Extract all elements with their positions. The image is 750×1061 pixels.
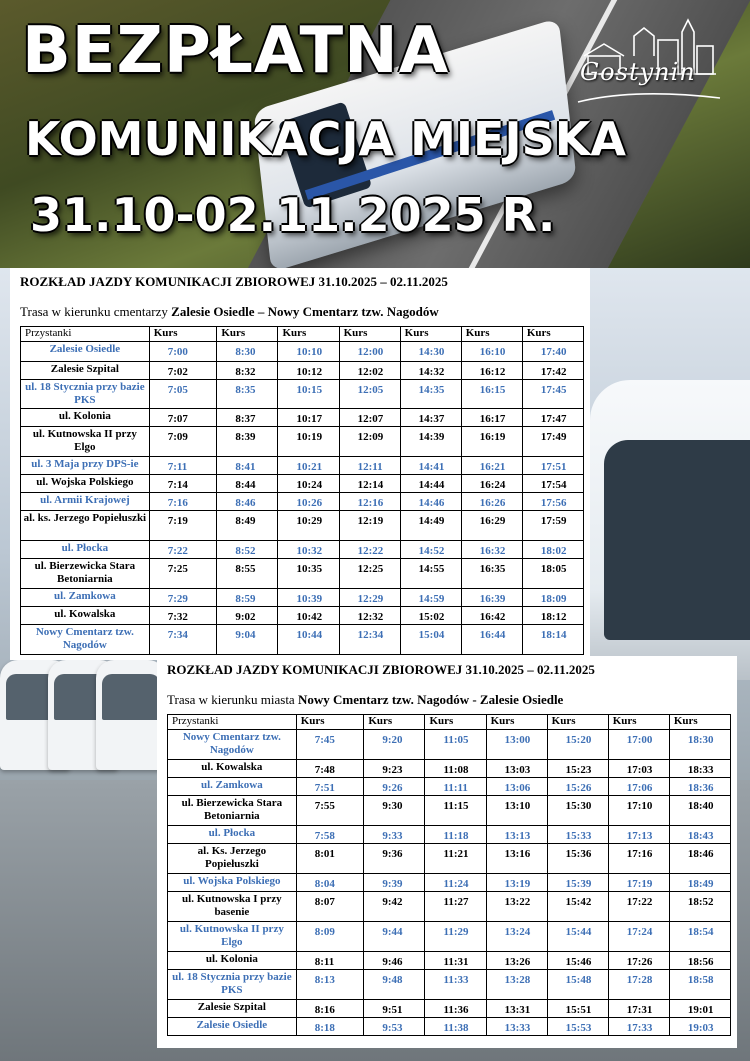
table-row: [168, 970, 731, 1000]
departure-time: 7:02: [149, 362, 217, 380]
stop-name: ul. Zamkowa: [21, 589, 150, 607]
table-row: [168, 922, 731, 952]
departure-time: 7:25: [149, 559, 217, 589]
timetable-to-town: [157, 656, 737, 1048]
departure-time: 12:19: [339, 511, 400, 541]
stop-name: ul. Kowalska: [168, 760, 297, 778]
departure-time: 13:28: [486, 970, 547, 1000]
departure-time: 17:03: [608, 760, 669, 778]
departure-time: 16:24: [461, 475, 522, 493]
departure-time: 8:32: [217, 362, 278, 380]
table-row: [168, 778, 731, 796]
route-prefix: Trasa w kierunku miasta: [167, 692, 298, 707]
departure-time: 15:26: [547, 778, 608, 796]
departure-time: 11:08: [425, 760, 486, 778]
departure-time: 18:12: [522, 607, 583, 625]
column-header-course: Kurs: [547, 715, 608, 730]
departure-time: 18:54: [669, 922, 730, 952]
departure-time: 17:45: [522, 380, 583, 409]
departure-time: 11:21: [425, 844, 486, 874]
departure-time: 15:33: [547, 826, 608, 844]
route-name: Zalesie Osiedle – Nowy Cmentarz tzw. Nagodów: [171, 304, 439, 319]
column-header-course: Kurs: [364, 715, 425, 730]
column-header-course: Kurs: [149, 327, 217, 342]
stop-name: ul. Kutnowska II przy Elgo: [168, 922, 297, 952]
bus-front: [590, 380, 750, 680]
departure-time: 12:14: [339, 475, 400, 493]
departure-time: 14:59: [400, 589, 461, 607]
stop-name: ul. Bierzewicka Stara Betoniarnia: [21, 559, 150, 589]
departure-time: 18:56: [669, 952, 730, 970]
departure-time: 17:06: [608, 778, 669, 796]
departure-time: 13:03: [486, 760, 547, 778]
departure-time: 7:48: [296, 760, 364, 778]
departure-time: 17:59: [522, 511, 583, 541]
departure-time: 11:18: [425, 826, 486, 844]
column-header-course: Kurs: [608, 715, 669, 730]
departure-time: 13:10: [486, 796, 547, 826]
stop-name: Zalesie Osiedle: [21, 342, 150, 362]
departure-time: 7:34: [149, 625, 217, 655]
departure-time: 16:12: [461, 362, 522, 380]
stop-name: ul. Kolonia: [168, 952, 297, 970]
departure-time: 10:19: [278, 427, 339, 457]
departure-time: 7:00: [149, 342, 217, 362]
table-row: [168, 826, 731, 844]
departure-time: 15:39: [547, 874, 608, 892]
headline-free: BEZPŁATNA: [22, 14, 450, 88]
stop-name: ul. 3 Maja przy DPS-ie: [21, 457, 150, 475]
departure-time: 8:37: [217, 409, 278, 427]
departure-time: 7:11: [149, 457, 217, 475]
departure-time: 9:48: [364, 970, 425, 1000]
departure-time: 12:29: [339, 589, 400, 607]
departure-time: 12:05: [339, 380, 400, 409]
departure-time: 7:05: [149, 380, 217, 409]
departure-time: 7:51: [296, 778, 364, 796]
departure-time: 7:09: [149, 427, 217, 457]
departure-time: 18:30: [669, 730, 730, 760]
stop-name: Zalesie Szpital: [21, 362, 150, 380]
departure-time: 8:52: [217, 541, 278, 559]
departure-time: 9:46: [364, 952, 425, 970]
departure-time: 8:59: [217, 589, 278, 607]
departure-time: 19:01: [669, 1000, 730, 1018]
departure-time: 7:29: [149, 589, 217, 607]
stop-name: ul. Kutnowska I przy basenie: [168, 892, 297, 922]
table-row: [21, 493, 584, 511]
departure-time: 9:33: [364, 826, 425, 844]
timetable-to-cemetery: [10, 268, 590, 660]
departure-time: 10:10: [278, 342, 339, 362]
departure-time: 16:44: [461, 625, 522, 655]
column-header-course: Kurs: [461, 327, 522, 342]
departure-time: 9:02: [217, 607, 278, 625]
stop-name: Zalesie Szpital: [168, 1000, 297, 1018]
stop-name: al. ks. Jerzego Popiełuszki: [21, 511, 150, 541]
table-row: [168, 760, 731, 778]
departure-time: 14:32: [400, 362, 461, 380]
table-row: [21, 380, 584, 409]
stop-name: Zalesie Osiedle: [168, 1018, 297, 1036]
departure-time: 9:04: [217, 625, 278, 655]
departure-time: 10:12: [278, 362, 339, 380]
departure-time: 12:07: [339, 409, 400, 427]
departure-time: 8:11: [296, 952, 364, 970]
departure-time: 18:05: [522, 559, 583, 589]
table-row: [168, 1018, 731, 1036]
departure-time: 14:39: [400, 427, 461, 457]
stop-name: ul. Wojska Polskiego: [21, 475, 150, 493]
departure-time: 15:20: [547, 730, 608, 760]
departure-time: 18:33: [669, 760, 730, 778]
departure-time: 14:49: [400, 511, 461, 541]
departure-time: 14:55: [400, 559, 461, 589]
departure-time: 12:25: [339, 559, 400, 589]
departure-time: 8:49: [217, 511, 278, 541]
table-row: [168, 1000, 731, 1018]
departure-time: 16:42: [461, 607, 522, 625]
table-row: [21, 541, 584, 559]
departure-time: 7:16: [149, 493, 217, 511]
departure-time: 16:19: [461, 427, 522, 457]
table-row: [21, 457, 584, 475]
departure-time: 15:23: [547, 760, 608, 778]
departure-time: 17:54: [522, 475, 583, 493]
departure-time: 15:04: [400, 625, 461, 655]
departure-time: 17:24: [608, 922, 669, 952]
table-row: [21, 475, 584, 493]
column-header-course: Kurs: [296, 715, 364, 730]
departure-time: 8:30: [217, 342, 278, 362]
departure-time: 9:53: [364, 1018, 425, 1036]
table-row: [21, 409, 584, 427]
departure-time: 11:36: [425, 1000, 486, 1018]
table-row: [21, 625, 584, 655]
departure-time: 14:46: [400, 493, 461, 511]
departure-time: 15:46: [547, 952, 608, 970]
departure-time: 12:09: [339, 427, 400, 457]
departure-time: 15:36: [547, 844, 608, 874]
stop-name: al. Ks. Jerzego Popiełuszki: [168, 844, 297, 874]
departure-time: 13:33: [486, 1018, 547, 1036]
departure-time: 16:35: [461, 559, 522, 589]
departure-time: 14:41: [400, 457, 461, 475]
departure-time: 10:15: [278, 380, 339, 409]
table-row: [21, 607, 584, 625]
departure-time: 15:44: [547, 922, 608, 952]
stop-name: Nowy Cmentarz tzw. Nagodów: [21, 625, 150, 655]
departure-time: 8:09: [296, 922, 364, 952]
departure-time: 9:44: [364, 922, 425, 952]
column-header-course: Kurs: [669, 715, 730, 730]
departure-time: 8:13: [296, 970, 364, 1000]
departure-time: 10:44: [278, 625, 339, 655]
departure-time: 18:52: [669, 892, 730, 922]
column-header-stops: Przystanki: [168, 715, 297, 730]
departure-time: 9:51: [364, 1000, 425, 1018]
departure-time: 10:35: [278, 559, 339, 589]
departure-time: 13:24: [486, 922, 547, 952]
stop-name: ul. Płocka: [168, 826, 297, 844]
stop-name: ul. 18 Stycznia przy bazie PKS: [21, 380, 150, 409]
departure-time: 15:53: [547, 1018, 608, 1036]
departure-time: 9:23: [364, 760, 425, 778]
stop-name: ul. Bierzewicka Stara Betoniarnia: [168, 796, 297, 826]
departure-time: 18:46: [669, 844, 730, 874]
parked-buses: [0, 660, 170, 780]
departure-time: 10:32: [278, 541, 339, 559]
departure-time: 8:04: [296, 874, 364, 892]
departure-time: 7:07: [149, 409, 217, 427]
departure-time: 12:16: [339, 493, 400, 511]
departure-time: 7:14: [149, 475, 217, 493]
departure-time: 9:26: [364, 778, 425, 796]
departure-time: 17:31: [608, 1000, 669, 1018]
departure-time: 9:20: [364, 730, 425, 760]
departure-time: 9:30: [364, 796, 425, 826]
departure-time: 11:38: [425, 1018, 486, 1036]
departure-time: 7:19: [149, 511, 217, 541]
departure-time: 13:22: [486, 892, 547, 922]
table-row: [168, 796, 731, 826]
departure-time: 11:29: [425, 922, 486, 952]
departure-time: 17:26: [608, 952, 669, 970]
route-description: [20, 304, 439, 320]
departure-time: 11:24: [425, 874, 486, 892]
stop-name: ul. Kolonia: [21, 409, 150, 427]
departure-time: 18:14: [522, 625, 583, 655]
table-row: [168, 730, 731, 760]
departure-time: 10:39: [278, 589, 339, 607]
departure-time: 7:55: [296, 796, 364, 826]
departure-time: 11:31: [425, 952, 486, 970]
stop-name: ul. 18 Stycznia przy bazie PKS: [168, 970, 297, 1000]
departure-time: 13:16: [486, 844, 547, 874]
departure-time: 18:49: [669, 874, 730, 892]
table-row: [168, 952, 731, 970]
departure-time: 14:44: [400, 475, 461, 493]
departure-time: 10:24: [278, 475, 339, 493]
table-row: [168, 874, 731, 892]
departure-time: 17:42: [522, 362, 583, 380]
stop-name: ul. Wojska Polskiego: [168, 874, 297, 892]
stop-name: ul. Zamkowa: [168, 778, 297, 796]
departure-time: 17:19: [608, 874, 669, 892]
departure-time: 7:45: [296, 730, 364, 760]
timetable-title: ROZKŁAD JAZDY KOMUNIKACJI ZBIOROWEJ 31.10.2025 – 02.11.2025: [167, 662, 595, 677]
timetable-table: [167, 714, 731, 1036]
departure-time: 17:28: [608, 970, 669, 1000]
route-prefix: Trasa w kierunku cmentarzy: [20, 304, 172, 319]
column-header-course: Kurs: [522, 327, 583, 342]
departure-time: 15:02: [400, 607, 461, 625]
column-header-course: Kurs: [339, 327, 400, 342]
departure-time: 14:52: [400, 541, 461, 559]
table-row: [21, 362, 584, 380]
departure-time: 8:41: [217, 457, 278, 475]
departure-time: 8:44: [217, 475, 278, 493]
departure-time: 17:00: [608, 730, 669, 760]
departure-time: 13:26: [486, 952, 547, 970]
departure-time: 16:17: [461, 409, 522, 427]
departure-time: 16:21: [461, 457, 522, 475]
departure-time: 17:40: [522, 342, 583, 362]
departure-time: 8:16: [296, 1000, 364, 1018]
departure-time: 9:39: [364, 874, 425, 892]
stop-name: ul. Kutnowska II przy Elgo: [21, 427, 150, 457]
departure-time: 15:42: [547, 892, 608, 922]
departure-time: 17:22: [608, 892, 669, 922]
departure-time: 19:03: [669, 1018, 730, 1036]
departure-time: 9:42: [364, 892, 425, 922]
departure-time: 13:13: [486, 826, 547, 844]
departure-time: 12:22: [339, 541, 400, 559]
column-header-course: Kurs: [425, 715, 486, 730]
departure-time: 7:32: [149, 607, 217, 625]
headline-transport: KOMUNIKACJA MIEJSKA: [25, 112, 626, 166]
departure-time: 12:00: [339, 342, 400, 362]
departure-time: 8:01: [296, 844, 364, 874]
column-header-stops: Przystanki: [21, 327, 150, 342]
departure-time: 8:18: [296, 1018, 364, 1036]
departure-time: 18:58: [669, 970, 730, 1000]
table-row: [168, 892, 731, 922]
departure-time: 15:30: [547, 796, 608, 826]
departure-time: 17:16: [608, 844, 669, 874]
column-header-course: Kurs: [217, 327, 278, 342]
departure-time: 17:49: [522, 427, 583, 457]
departure-time: 18:36: [669, 778, 730, 796]
departure-time: 15:51: [547, 1000, 608, 1018]
column-header-course: Kurs: [486, 715, 547, 730]
departure-time: 18:09: [522, 589, 583, 607]
departure-time: 11:05: [425, 730, 486, 760]
departure-time: 14:30: [400, 342, 461, 362]
stop-name: ul. Płocka: [21, 541, 150, 559]
headline-dates: 31.10-02.11.2025 R.: [30, 188, 556, 242]
departure-time: 17:56: [522, 493, 583, 511]
departure-time: 16:39: [461, 589, 522, 607]
departure-time: 16:10: [461, 342, 522, 362]
table-row: [21, 511, 584, 541]
departure-time: 8:39: [217, 427, 278, 457]
departure-time: 17:47: [522, 409, 583, 427]
departure-time: 10:17: [278, 409, 339, 427]
departure-time: 14:37: [400, 409, 461, 427]
departure-time: 10:21: [278, 457, 339, 475]
departure-time: 17:33: [608, 1018, 669, 1036]
departure-time: 12:11: [339, 457, 400, 475]
departure-time: 18:40: [669, 796, 730, 826]
timetable-table: [20, 326, 584, 655]
route-name: Nowy Cmentarz tzw. Nagodów - Zalesie Osiedle: [297, 692, 564, 707]
departure-time: 16:32: [461, 541, 522, 559]
departure-time: 11:27: [425, 892, 486, 922]
departure-time: 16:29: [461, 511, 522, 541]
table-row: [21, 559, 584, 589]
departure-time: 8:46: [217, 493, 278, 511]
departure-time: 16:26: [461, 493, 522, 511]
stop-name: ul. Kowalska: [21, 607, 150, 625]
departure-time: 13:31: [486, 1000, 547, 1018]
departure-time: 11:33: [425, 970, 486, 1000]
departure-time: 17:13: [608, 826, 669, 844]
departure-time: 12:02: [339, 362, 400, 380]
departure-time: 18:02: [522, 541, 583, 559]
departure-time: 17:10: [608, 796, 669, 826]
departure-time: 11:15: [425, 796, 486, 826]
table-row: [168, 844, 731, 874]
table-row: [21, 342, 584, 362]
departure-time: 8:55: [217, 559, 278, 589]
departure-time: 17:51: [522, 457, 583, 475]
departure-time: 13:00: [486, 730, 547, 760]
departure-time: 9:36: [364, 844, 425, 874]
departure-time: 13:06: [486, 778, 547, 796]
route-description: [167, 692, 563, 708]
departure-time: 18:43: [669, 826, 730, 844]
stop-name: ul. Armii Krajowej: [21, 493, 150, 511]
bus-front-windshield: [604, 440, 750, 640]
departure-time: 16:15: [461, 380, 522, 409]
departure-time: 13:19: [486, 874, 547, 892]
stop-name: Nowy Cmentarz tzw. Nagodów: [168, 730, 297, 760]
timetable-title: ROZKŁAD JAZDY KOMUNIKACJI ZBIOROWEJ 31.10.2025 – 02.11.2025: [20, 274, 448, 289]
table-row: [21, 427, 584, 457]
departure-time: 8:35: [217, 380, 278, 409]
departure-time: 7:58: [296, 826, 364, 844]
parked-bus: [96, 660, 166, 770]
departure-time: 10:42: [278, 607, 339, 625]
departure-time: 15:48: [547, 970, 608, 1000]
column-header-course: Kurs: [400, 327, 461, 342]
departure-time: 7:22: [149, 541, 217, 559]
departure-time: 10:29: [278, 511, 339, 541]
departure-time: 10:26: [278, 493, 339, 511]
table-row: [21, 589, 584, 607]
logo-text: Gostynin: [580, 58, 696, 86]
departure-time: 8:07: [296, 892, 364, 922]
departure-time: 12:32: [339, 607, 400, 625]
departure-time: 14:35: [400, 380, 461, 409]
departure-time: 12:34: [339, 625, 400, 655]
column-header-course: Kurs: [278, 327, 339, 342]
departure-time: 11:11: [425, 778, 486, 796]
